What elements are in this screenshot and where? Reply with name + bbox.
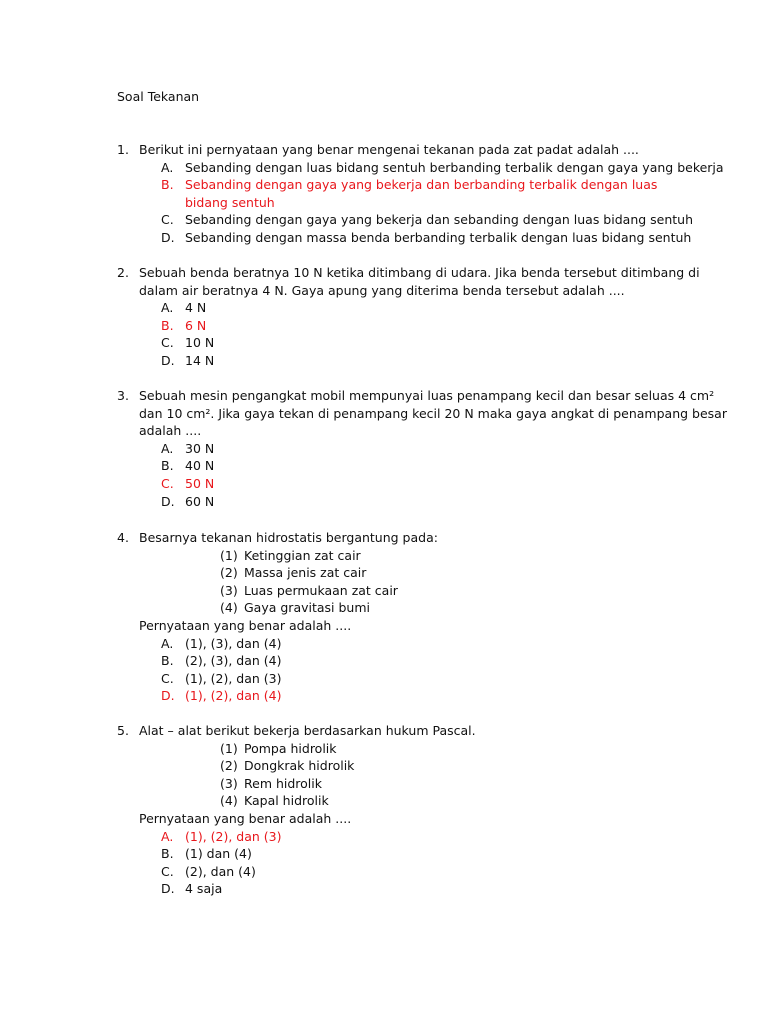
option-text: 4 saja bbox=[185, 881, 223, 897]
option-c bbox=[117, 863, 697, 881]
statement-item bbox=[117, 792, 697, 810]
option-text: 14 N bbox=[185, 352, 215, 368]
option-text: 6 N bbox=[185, 317, 207, 333]
option-b-correct bbox=[117, 317, 697, 335]
option-text: Sebanding dengan gaya yang bekerja dan berbanding terbalik dengan luas bidang sentuh bbox=[185, 177, 658, 210]
statement-item bbox=[117, 582, 697, 600]
option-a bbox=[117, 159, 724, 177]
question-2 bbox=[117, 264, 700, 370]
option-letter: D. bbox=[161, 493, 175, 509]
statement-label: (1) bbox=[220, 740, 238, 756]
question-text: Besarnya tekanan hidrostatis bergantung pada: bbox=[139, 530, 438, 545]
document-title: Soal Tekanan bbox=[117, 89, 200, 104]
option-text: 60 N bbox=[185, 493, 215, 509]
option-text: (1), (2), dan (3) bbox=[185, 828, 282, 844]
question-text: dan 10 cm². Jika gaya tekan di penampang kecil 20 N maka gaya angkat di penampang besar bbox=[139, 405, 727, 421]
option-letter: A. bbox=[161, 828, 174, 844]
option-d bbox=[117, 880, 697, 898]
statement-text: Gaya gravitasi bumi bbox=[244, 600, 371, 616]
option-text: Sebanding dengan luas bidang sentuh berbanding terbalik dengan gaya yang bekerja bbox=[185, 159, 724, 175]
question-text: Berikut ini pernyataan yang benar mengenai tekanan pada zat padat adalah .... bbox=[139, 142, 639, 157]
option-letter: B. bbox=[161, 653, 174, 669]
statement-item bbox=[117, 775, 697, 793]
statement-label: (4) bbox=[220, 793, 238, 809]
statement-text: Pompa hidrolik bbox=[244, 740, 337, 756]
statement-label: (2) bbox=[220, 758, 238, 774]
question-number: 4. bbox=[117, 530, 129, 545]
question-1 bbox=[117, 141, 724, 247]
question-prompt: Pernyataan yang benar adalah .... bbox=[139, 617, 352, 633]
option-text: (1), (3), dan (4) bbox=[185, 635, 282, 651]
question-text: Sebuah benda beratnya 10 N ketika ditimbang di udara. Jika benda tersebut ditimbang di bbox=[139, 265, 700, 280]
option-text: 40 N bbox=[185, 458, 215, 474]
statement-text: Ketinggian zat cair bbox=[244, 547, 361, 563]
statement-item bbox=[117, 740, 697, 758]
option-letter: C. bbox=[161, 670, 174, 686]
option-b bbox=[117, 845, 697, 863]
question-4 bbox=[117, 529, 697, 705]
question-text: Sebuah mesin pengangkat mobil mempunyai luas penampang kecil dan besar seluas 4 cm² bbox=[139, 388, 715, 403]
option-text: (2), (3), dan (4) bbox=[185, 653, 282, 669]
statement-text: Luas permukaan zat cair bbox=[244, 582, 398, 598]
option-letter: D. bbox=[161, 229, 175, 245]
option-letter: B. bbox=[161, 177, 174, 193]
option-text: 50 N bbox=[185, 475, 215, 491]
option-d-correct bbox=[117, 687, 697, 705]
question-number: 5. bbox=[117, 723, 129, 738]
statement-text: Dongkrak hidrolik bbox=[244, 758, 355, 774]
statement-label: (3) bbox=[220, 582, 238, 598]
statement-label: (1) bbox=[220, 547, 238, 563]
option-b bbox=[117, 652, 697, 670]
option-a bbox=[117, 440, 697, 458]
option-letter: B. bbox=[161, 317, 174, 333]
option-text: 10 N bbox=[185, 335, 215, 351]
option-letter: B. bbox=[161, 846, 174, 862]
option-letter: C. bbox=[161, 335, 174, 351]
question-3 bbox=[117, 387, 727, 510]
option-letter: B. bbox=[161, 458, 174, 474]
option-a bbox=[117, 635, 697, 653]
option-c bbox=[117, 670, 697, 688]
statement-item bbox=[117, 599, 697, 617]
statement-text: Rem hidrolik bbox=[244, 775, 322, 791]
option-b-correct bbox=[117, 176, 697, 211]
option-text: 4 N bbox=[185, 300, 207, 316]
option-d bbox=[117, 352, 697, 370]
option-letter: D. bbox=[161, 881, 175, 897]
option-d bbox=[117, 229, 697, 247]
option-c bbox=[117, 334, 697, 352]
question-number: 3. bbox=[117, 388, 129, 403]
statement-text: Kapal hidrolik bbox=[244, 793, 329, 809]
question-number: 2. bbox=[117, 265, 129, 280]
option-letter: A. bbox=[161, 300, 174, 316]
option-d bbox=[117, 493, 697, 511]
option-c-correct bbox=[117, 475, 697, 493]
question-5 bbox=[117, 722, 697, 898]
question-number: 1. bbox=[117, 142, 129, 157]
question-prompt: Pernyataan yang benar adalah .... bbox=[139, 810, 352, 826]
statement-item bbox=[117, 757, 697, 775]
option-letter: A. bbox=[161, 440, 174, 456]
option-text: (1) dan (4) bbox=[185, 846, 252, 862]
option-text: Sebanding dengan gaya yang bekerja dan sebanding dengan luas bidang sentuh bbox=[185, 212, 694, 228]
option-letter: D. bbox=[161, 352, 175, 368]
option-a bbox=[117, 299, 697, 317]
statement-item bbox=[117, 547, 697, 565]
statement-label: (2) bbox=[220, 565, 238, 581]
option-letter: C. bbox=[161, 475, 174, 491]
option-text: (1), (2), dan (3) bbox=[185, 670, 282, 686]
option-letter: C. bbox=[161, 212, 174, 228]
question-text: Alat – alat berikut bekerja berdasarkan hukum Pascal. bbox=[139, 723, 476, 738]
statement-item bbox=[117, 564, 697, 582]
option-letter: A. bbox=[161, 159, 174, 175]
option-text: (2), dan (4) bbox=[185, 863, 256, 879]
option-c bbox=[117, 211, 697, 229]
option-a-correct bbox=[117, 828, 697, 846]
option-letter: A. bbox=[161, 635, 174, 651]
option-text: 30 N bbox=[185, 440, 215, 456]
statement-label: (3) bbox=[220, 775, 238, 791]
option-letter: C. bbox=[161, 863, 174, 879]
option-letter: D. bbox=[161, 688, 175, 704]
question-text: dalam air beratnya 4 N. Gaya apung yang diterima benda tersebut adalah .... bbox=[139, 282, 625, 298]
option-b bbox=[117, 457, 697, 475]
option-text: Sebanding dengan massa benda berbanding terbalik dengan luas bidang sentuh bbox=[185, 229, 692, 245]
statement-text: Massa jenis zat cair bbox=[244, 565, 367, 581]
statement-label: (4) bbox=[220, 600, 238, 616]
option-text: (1), (2), dan (4) bbox=[185, 688, 282, 704]
question-text: adalah .... bbox=[139, 423, 202, 439]
